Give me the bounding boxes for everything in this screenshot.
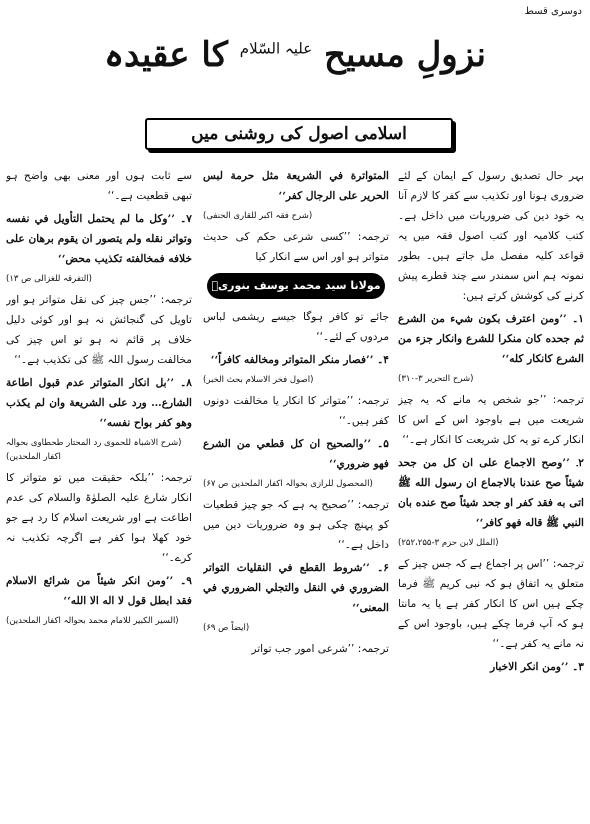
column-left: [6, 166, 192, 816]
citation: (شرح فقہ اکبر للقاری الحنفی): [203, 211, 313, 221]
urdu-paragraph: ترجمہ: ’’بلکہ حقیقت میں تو متواتر کا انکار شارع علیہ الصلوٰۃ والسلام کی عدم اطاعت ہے اور شریعت اسلام کا رد ہے جو خود کھلا ہوا کفر ہے اگرچہ تکذیب نہ کرے۔‘‘: [6, 472, 192, 564]
title-main: نزولِ مسیح: [312, 35, 486, 75]
column-right: [398, 166, 584, 816]
column-middle: [203, 166, 389, 816]
citation: (الملل لابن حزم ۳-۲۵۲،۲۵۵): [398, 538, 499, 548]
column-middle-top: [203, 166, 389, 267]
urdu-paragraph: بہر حال تصدیق رسول کے ایمان کے لئے ضروری ہونا اور تکذیب سے کفر کا لازم آنا یہ خود دین کی ضروریات میں داخل ہے۔ کتب کلامیہ اور کتب اصول فقہ میں یہ قواعد کلیہ مفصل مل جاتے ہیں۔ بطور نمونہ ہم اس سمندر سے چند قطرے پیش کرنے کی کوشش کرتے ہیں:: [398, 170, 584, 302]
article-title: [0, 34, 590, 75]
urdu-paragraph: ترجمہ: ’’متواتر کا انکار یا مخالفت دونوں کفر ہیں۔‘‘: [203, 395, 389, 427]
arabic-quote: ۹۔ ’’ومن انكر شيئاً من شرائع الاسلام فقد ابطل قول لا اله الا الله‘‘: [6, 575, 192, 607]
arabic-quote: ۱۔ ’’ومن اعترف بكون شيء من الشرع ثم جحده كان منكرا للشرع وانكار جزء من الشرع كانكار كله‘‘: [398, 313, 584, 365]
arabic-quote: ۸۔ ’’بل انكار المتواتر عدم قبول اطاعة الشارع… ورد على الشريعة وان لم يكذب وهو كفر بواح نفسه‘‘: [6, 377, 192, 429]
citation: (شرح الاشباہ للحموی رد المحتار طحطاوی بحوالہ اکفار الملحدین): [6, 438, 182, 462]
citation: (شرح التحریر ۳-۳۱۰): [398, 374, 474, 384]
citation: (اصول فخر الاسلام بحث الخبر): [203, 375, 314, 385]
urdu-paragraph: ترجمہ: ’’اس پر اجماع ہے کہ جس چیز کے متعلق یہ اتفاق ہو کہ نبی کریم ﷺ فرما چکے ہیں اس کا انکار کفر ہے یا یہ مانتا ہو کہ آپ فرما چکے ہیں، باوجود اس کے نہ مانے یہ کفر ہے۔‘‘: [398, 558, 584, 650]
citation: (المحصول للرازی بحوالہ اکفار الملحدین ص ۶۷): [203, 479, 373, 489]
arabic-quote: ۶۔ ’’شروط القطع في النقليات التواتر الضروري في النقل والتجلي الضروري في المعنى‘‘: [203, 562, 389, 614]
subtitle: اسلامی اصول کی روشنی میں: [191, 124, 407, 144]
urdu-paragraph: جائے تو کافر ہوگا جیسے ریشمی لباس مردوں کے لئے۔‘‘: [203, 311, 389, 343]
title-end: کا عقیدہ: [104, 35, 240, 75]
arabic-quote: ۷۔ ’’وكل ما لم يحتمل التأويل في نفسه وتواتر نقله ولم يتصور ان يقوم برهان على خلافه فمخالفته تكذيب محض‘‘: [6, 213, 192, 265]
arabic-quote: المتواترة في الشريعة مثل حرمة لبس الحرير على الرجال كفر‘‘: [203, 170, 389, 202]
arabic-quote: ۲۔ ’’وصح الاجماع على ان كل من جحد شيئاً صح عندنا بالاجماع ان رسول الله ﷺ اتى به فقد كفر او جحد شيئاً صح عنده بان النبي ﷺ قاله فهو كافر‘‘: [398, 457, 584, 529]
urdu-paragraph: ترجمہ: ’’جو شخص یہ مانے کہ یہ چیز شریعت میں ہے باوجود اس کے اس کا انکار کرے تو یہ کل شریعت کا انکار ہے۔‘‘: [398, 394, 584, 446]
column-middle-bottom: [203, 307, 389, 659]
title-honorific: علیہ السّلام: [239, 39, 313, 58]
arabic-quote: ۳۔ ’’ومن انكر الاخبار: [490, 661, 584, 673]
arabic-quote: ۴۔ ’’فصار منكر المتواتر ومخالفه كافراً‘‘: [210, 354, 389, 366]
citation: (السیر الکبیر للامام محمد بحوالہ اکفار الملحدین): [6, 616, 179, 626]
part-label: دوسری قسط: [524, 6, 582, 17]
arabic-quote: ۵۔ ’’والصحيح ان كل قطعي من الشرع فهو ضروري‘‘: [203, 438, 389, 470]
citation: (التفرقہ للغزالی ص ۱۳): [6, 274, 92, 284]
urdu-paragraph: ترجمہ: ’’شرعی امور جب تواتر: [251, 643, 389, 655]
subtitle-box: [145, 118, 453, 150]
urdu-paragraph: ترجمہ: ’’کسی شرعی حکم کی حدیث متواتر ہو اور اس سے انکار کیا: [203, 231, 389, 263]
citation: (ایضاً ص ۶۹): [203, 623, 250, 633]
author-badge: مولانا سید محمد یوسف بنوریؒ: [207, 273, 385, 299]
urdu-paragraph: ترجمہ: ’’صحیح یہ ہے کہ جو چیز قطعیات کو پہنچ چکی ہو وہ ضروریات دین میں داخل ہے۔‘‘: [203, 499, 389, 551]
urdu-paragraph: سے ثابت ہوں اور معنی بھی واضح ہو تبھی قطعیت ہے۔‘‘: [6, 170, 192, 202]
urdu-paragraph: ترجمہ: ’’جس چیز کی نقل متواتر ہو اور تاویل کی گنجائش نہ ہو اور کوئی دلیل خلاف پر قائم نہ ہو تو اس چیز کی مخالفت رسول اللہ ﷺ کی تکذیب ہے۔‘‘: [6, 294, 192, 366]
